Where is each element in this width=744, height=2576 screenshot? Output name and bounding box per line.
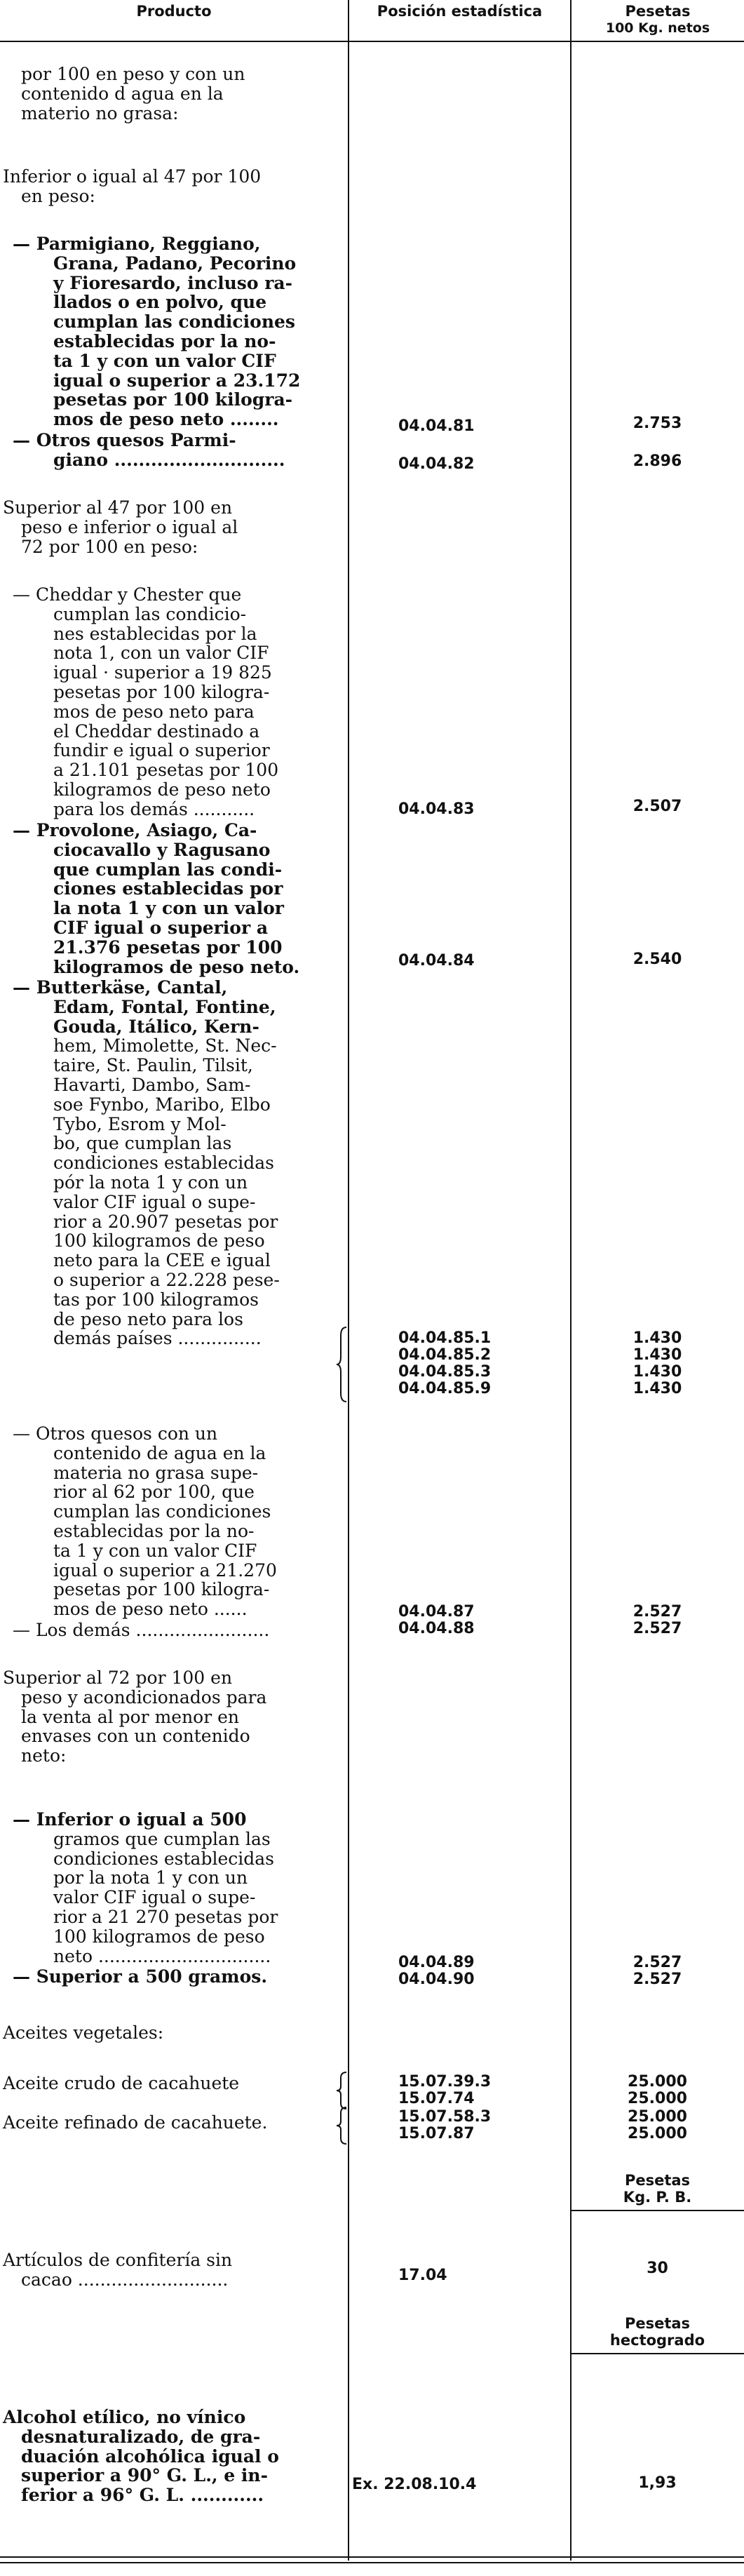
text-line: materia no grasa supe- xyxy=(53,1462,259,1483)
text-block-p2 xyxy=(3,167,261,206)
text-line: pór la nota 1 y con un xyxy=(53,1172,248,1193)
text-line: mos de peso neto para xyxy=(53,701,255,722)
text-line: la venta al por menor en xyxy=(21,1706,240,1727)
text-line: bo, que cumplan las xyxy=(53,1133,232,1154)
peseta-value: 1.430 xyxy=(633,1346,682,1364)
position-code: Ex. 22.08.10.4 xyxy=(352,2476,477,2493)
unit-label-hectogrado: hectogrado xyxy=(609,2332,705,2349)
text-line: neto ............................... xyxy=(53,1945,271,1966)
text-line: — Butterkäse, Cantal, xyxy=(13,977,228,998)
peseta-value: 2.540 xyxy=(633,951,682,968)
text-line: por 100 en peso y con un xyxy=(21,64,245,84)
position-code: 04.04.89 xyxy=(398,1954,475,1971)
footer-rule xyxy=(0,2562,744,2563)
text-line: — Provolone, Asiago, Ca- xyxy=(13,820,257,840)
unit-rule xyxy=(571,2210,744,2211)
text-line: para los demás ........... xyxy=(53,798,255,819)
text-line: — Otros quesos Parmi- xyxy=(13,430,236,450)
peseta-value: 1.430 xyxy=(633,1329,682,1347)
text-line: ferior a 96° G. L. ............ xyxy=(21,2485,264,2506)
text-line: rior a 20.907 pesetas por xyxy=(53,1211,278,1232)
header-producto: Producto xyxy=(136,3,212,20)
text-block-p10 xyxy=(13,1621,269,1640)
brace-refinado xyxy=(335,2106,349,2145)
text-line: Artículos de confitería sin xyxy=(3,2250,233,2270)
text-line: superior a 90° G. L., e in- xyxy=(21,2465,268,2486)
text-block-p13 xyxy=(13,1967,267,1987)
peseta-value: 25.000 xyxy=(628,2108,687,2126)
text-line: Superior al 47 por 100 en xyxy=(3,497,233,518)
peseta-value: 1,93 xyxy=(638,2474,677,2492)
text-line: en peso: xyxy=(21,185,95,206)
text-line: mos de peso neto ...... xyxy=(53,1599,248,1620)
text-line: ta 1 y con un valor CIF xyxy=(53,1540,257,1561)
header-pesetas: Pesetas xyxy=(625,3,691,20)
peseta-value: 25.000 xyxy=(628,2125,687,2142)
text-line: igual o superior a 21.270 xyxy=(53,1559,277,1581)
text-line: Havarti, Dambo, Sam- xyxy=(53,1074,251,1095)
position-code: 04.04.83 xyxy=(398,800,475,818)
position-code: 04.04.82 xyxy=(398,455,475,473)
position-code: 04.04.88 xyxy=(398,1620,475,1637)
text-line: mos de peso neto ........ xyxy=(53,409,279,430)
text-line: Aceite refinado de cacahuete. xyxy=(3,2112,268,2133)
peseta-value: 2.527 xyxy=(633,1603,682,1621)
text-line: contenido d agua en la xyxy=(21,83,224,104)
text-block-p9 xyxy=(13,1424,277,1619)
text-line: condiciones establecidas xyxy=(53,1848,274,1869)
text-line: pesetas por 100 kilogra- xyxy=(53,681,270,702)
text-line: Tybo, Esrom y Mol- xyxy=(53,1113,226,1134)
position-code: 04.04.87 xyxy=(398,1603,475,1621)
text-line: cacao ........................... xyxy=(21,2269,229,2290)
text-line: ta 1 y con un valor CIF xyxy=(53,350,276,371)
text-line: valor CIF igual o supe- xyxy=(53,1887,256,1908)
text-line: ciocavallo y Ragusano xyxy=(53,839,271,860)
footer-rule xyxy=(0,2556,744,2558)
position-code: 15.07.87 xyxy=(398,2125,475,2142)
position-code: 04.04.85.9 xyxy=(398,1380,492,1397)
text-line: Edam, Fontal, Fontine, xyxy=(53,996,276,1017)
peseta-value: 2.507 xyxy=(633,798,682,815)
text-line: rior al 62 por 100, que xyxy=(53,1482,255,1503)
text-line: hem, Mimolette, St. Nec- xyxy=(53,1035,277,1056)
text-block-p11 xyxy=(3,1668,266,1766)
text-line: cumplan las condiciones xyxy=(53,1501,271,1522)
text-line: 21.376 pesetas por 100 xyxy=(53,937,283,958)
text-line: Aceites vegetales: xyxy=(3,2022,164,2043)
text-block-p16 xyxy=(3,2113,267,2133)
text-block-p8 xyxy=(13,978,280,1348)
position-code: 17.04 xyxy=(398,2267,447,2284)
text-line: CIF igual o superior a xyxy=(53,917,269,938)
text-line: pesetas por 100 kilogra- xyxy=(53,1579,270,1600)
text-line: giano ............................ xyxy=(53,449,285,470)
text-line: establecidas por la no- xyxy=(53,330,276,351)
peseta-value: 25.000 xyxy=(628,2073,687,2091)
unit-label-hectogrado: Pesetas xyxy=(624,2315,691,2332)
text-line: envases con un contenido xyxy=(21,1726,250,1747)
position-code: 04.04.90 xyxy=(398,1971,475,1988)
position-code: 04.04.85.1 xyxy=(398,1329,492,1347)
text-line: — Cheddar y Chester que xyxy=(13,584,242,605)
text-line: gramos que cumplan las xyxy=(53,1828,271,1849)
text-line: establecidas por la no- xyxy=(53,1520,255,1541)
text-line: nes establecidas por la xyxy=(53,623,257,644)
text-line: ciones establecidas por xyxy=(53,878,283,899)
text-line: peso e inferior o igual al xyxy=(21,516,238,537)
text-line: Aceite crudo de cacahuete xyxy=(3,2073,240,2093)
peseta-value: 25.000 xyxy=(628,2090,687,2107)
text-line: de peso neto para los xyxy=(53,1308,243,1329)
unit-label-kg-pb: Pesetas xyxy=(624,2172,691,2189)
text-line: cumplan las condicio- xyxy=(53,603,247,624)
text-line: Superior al 72 por 100 en xyxy=(3,1668,233,1688)
brace-crudo xyxy=(335,2071,349,2110)
position-code: 04.04.81 xyxy=(398,417,475,435)
text-line: la nota 1 y con un valor xyxy=(53,898,284,919)
text-line: valor CIF igual o supe- xyxy=(53,1191,256,1212)
text-block-p7 xyxy=(13,821,299,977)
text-line: cumplan las condiciones xyxy=(53,311,295,333)
text-block-p3 xyxy=(13,234,300,429)
text-line: kilogramos de peso neto. xyxy=(53,956,300,977)
text-line: — Otros quesos con un xyxy=(13,1423,218,1444)
text-line: Grana, Padano, Pecorino xyxy=(53,253,297,274)
peseta-value: 2.753 xyxy=(633,415,682,432)
position-code: 04.04.84 xyxy=(398,952,475,970)
text-line: a 21.101 pesetas por 100 xyxy=(53,760,279,781)
position-code: 15.07.39.3 xyxy=(398,2073,492,2091)
text-line: 100 kilogramos de peso xyxy=(53,1926,265,1947)
text-line: y Fioresardo, incluso ra- xyxy=(53,272,293,293)
text-line: — Los demás ........................ xyxy=(13,1620,270,1640)
text-line: por la nota 1 y con un xyxy=(53,1867,248,1889)
text-line: 100 kilogramos de peso xyxy=(53,1230,265,1252)
text-line: rior a 21 270 pesetas por xyxy=(53,1906,278,1927)
header-kg-netos: 100 Kg. netos xyxy=(605,20,710,36)
text-line: igual · superior a 19 825 xyxy=(53,662,272,683)
text-line: pesetas por 100 kilogra- xyxy=(53,389,293,410)
text-line: demás países ............... xyxy=(53,1328,262,1349)
text-block-p6 xyxy=(13,585,278,819)
text-line: Inferior o igual al 47 por 100 xyxy=(3,166,262,187)
text-line: duación alcohólica igual o xyxy=(21,2446,279,2467)
peseta-value: 1.430 xyxy=(633,1380,682,1397)
peseta-value: 30 xyxy=(647,2260,668,2277)
unit-label-kg-pb: Kg. P. B. xyxy=(623,2189,692,2206)
text-block-p14 xyxy=(3,2023,163,2043)
peseta-value: 2.527 xyxy=(633,1954,682,1971)
text-line: — Superior a 500 gramos. xyxy=(13,1966,268,1987)
text-line: kilogramos de peso neto xyxy=(53,779,271,800)
peseta-value: 2.527 xyxy=(633,1620,682,1637)
text-line: materio no grasa: xyxy=(21,102,179,123)
text-block-p4 xyxy=(13,431,285,470)
text-line: Alcohol etílico, no vínico xyxy=(3,2407,246,2427)
header-posicion-estadistica: Posición estadística xyxy=(377,3,543,20)
text-block-p15 xyxy=(3,2074,239,2093)
text-line: tas por 100 kilogramos xyxy=(53,1289,259,1310)
peseta-value: 2.896 xyxy=(633,452,682,470)
text-block-p5 xyxy=(3,498,238,556)
position-code: 15.07.58.3 xyxy=(398,2108,492,2126)
text-block-p18 xyxy=(3,2408,279,2505)
brace-85 xyxy=(335,1326,349,1403)
text-line: desnaturalizado, de gra- xyxy=(21,2426,261,2447)
text-line: condiciones establecidas xyxy=(53,1153,274,1174)
text-line: el Cheddar destinado a xyxy=(53,720,260,742)
peseta-value: 1.430 xyxy=(633,1363,682,1381)
column-divider-1 xyxy=(348,0,349,2561)
text-line: llados o en polvo, que xyxy=(53,292,267,313)
unit-rule xyxy=(571,2353,744,2354)
text-line: fundir e igual o superior xyxy=(53,740,270,761)
text-line: o superior a 22.228 pese- xyxy=(53,1269,280,1290)
text-line: que cumplan las condi- xyxy=(53,859,283,880)
text-line: taire, St. Paulin, Tilsit, xyxy=(53,1055,253,1076)
position-code: 04.04.85.3 xyxy=(398,1363,492,1381)
text-line: neto: xyxy=(21,1745,67,1766)
text-line: Gouda, Itálico, Kern- xyxy=(53,1016,259,1037)
position-code: 15.07.74 xyxy=(398,2090,475,2107)
text-block-p12 xyxy=(13,1810,278,1966)
text-line: peso y acondicionados para xyxy=(21,1686,267,1708)
text-line: igual o superior a 23.172 xyxy=(53,370,301,391)
text-block-p1 xyxy=(21,65,245,123)
text-line: contenido de agua en la xyxy=(53,1442,266,1463)
text-line: neto para la CEE e igual xyxy=(53,1250,271,1271)
text-line: soe Fynbo, Maribo, Elbo xyxy=(53,1094,271,1115)
text-line: nota 1, con un valor CIF xyxy=(53,643,269,664)
text-line: 72 por 100 en peso: xyxy=(21,536,198,557)
header-rule xyxy=(0,41,744,42)
text-line: — Inferior o igual a 500 xyxy=(13,1809,247,1830)
position-code: 04.04.85.2 xyxy=(398,1346,492,1364)
peseta-value: 2.527 xyxy=(633,1971,682,1988)
text-block-p17 xyxy=(3,2250,232,2290)
text-line: — Parmigiano, Reggiano, xyxy=(13,234,261,254)
